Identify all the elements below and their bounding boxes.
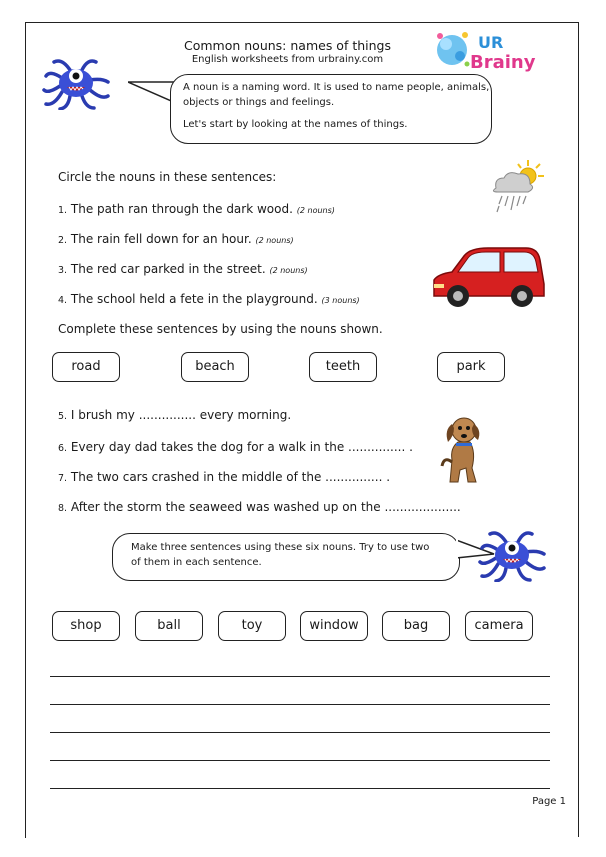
word-box-beach: beach <box>181 352 249 382</box>
page-title: Common nouns: names of things <box>183 38 391 53</box>
writing-line-5[interactable] <box>50 788 550 789</box>
monster-icon <box>40 56 112 110</box>
word-box-ball: ball <box>135 611 203 641</box>
logo-text-ur: UR <box>478 33 504 52</box>
word-box-road: road <box>52 352 120 382</box>
word-box-bag: bag <box>382 611 450 641</box>
logo-text-brainy: Brainy <box>470 52 536 73</box>
question-3: 3. The red car parked in the street. (2 nouns) <box>58 262 308 276</box>
writing-line-4[interactable] <box>50 760 550 761</box>
sentence-5: 5. I brush my ............... every morning. <box>58 408 292 422</box>
logo-globe-icon <box>437 35 467 65</box>
word-box-park: park <box>437 352 505 382</box>
intro-speech-bubble <box>170 74 492 144</box>
writing-line-3[interactable] <box>50 732 550 733</box>
section2-instruction: Complete these sentences by using the nouns shown. <box>58 322 383 336</box>
urbrainy-logo <box>432 26 550 74</box>
red-car-icon <box>430 244 548 310</box>
word-box-camera: camera <box>465 611 533 641</box>
word-box-teeth: teeth <box>309 352 377 382</box>
sentence-7: 7. The two cars crashed in the middle of the ............... . <box>58 470 391 484</box>
task-speech-bubble <box>112 533 460 581</box>
page-subtitle: English worksheets from urbrainy.com <box>191 54 384 65</box>
dog-icon <box>440 412 482 484</box>
question-2: 2. The rain fell down for an hour. (2 nouns) <box>58 232 294 246</box>
rain-cloud-sun-icon <box>488 158 546 214</box>
word-box-window: window <box>300 611 368 641</box>
writing-line-2[interactable] <box>50 704 550 705</box>
task-line-1: Make three sentences using these six nouns. Try to use two <box>131 542 430 553</box>
task-line-2: of them in each sentence. <box>131 557 262 568</box>
section1-instruction: Circle the nouns in these sentences: <box>58 170 277 184</box>
intro-line-1: A noun is a naming word. It is used to name people, animals, <box>183 82 490 93</box>
word-box-toy: toy <box>218 611 286 641</box>
page-border-right <box>578 22 579 837</box>
writing-line-1[interactable] <box>50 676 550 677</box>
intro-line-3: Let's start by looking at the names of things. <box>183 119 408 130</box>
intro-line-2: objects or things and feelings. <box>183 97 335 108</box>
question-1: 1. The path ran through the dark wood. (2 nouns) <box>58 202 335 216</box>
monster-icon-2 <box>476 528 548 582</box>
sentence-6: 6. Every day dad takes the dog for a walk in the ............... . <box>58 440 413 454</box>
page-border <box>25 22 579 838</box>
word-box-shop: shop <box>52 611 120 641</box>
page-number: Page 1 <box>532 796 566 807</box>
sentence-8: 8. After the storm the seaweed was washed up on the .................... <box>58 500 461 514</box>
question-4: 4. The school held a fete in the playground. (3 nouns) <box>58 292 360 306</box>
